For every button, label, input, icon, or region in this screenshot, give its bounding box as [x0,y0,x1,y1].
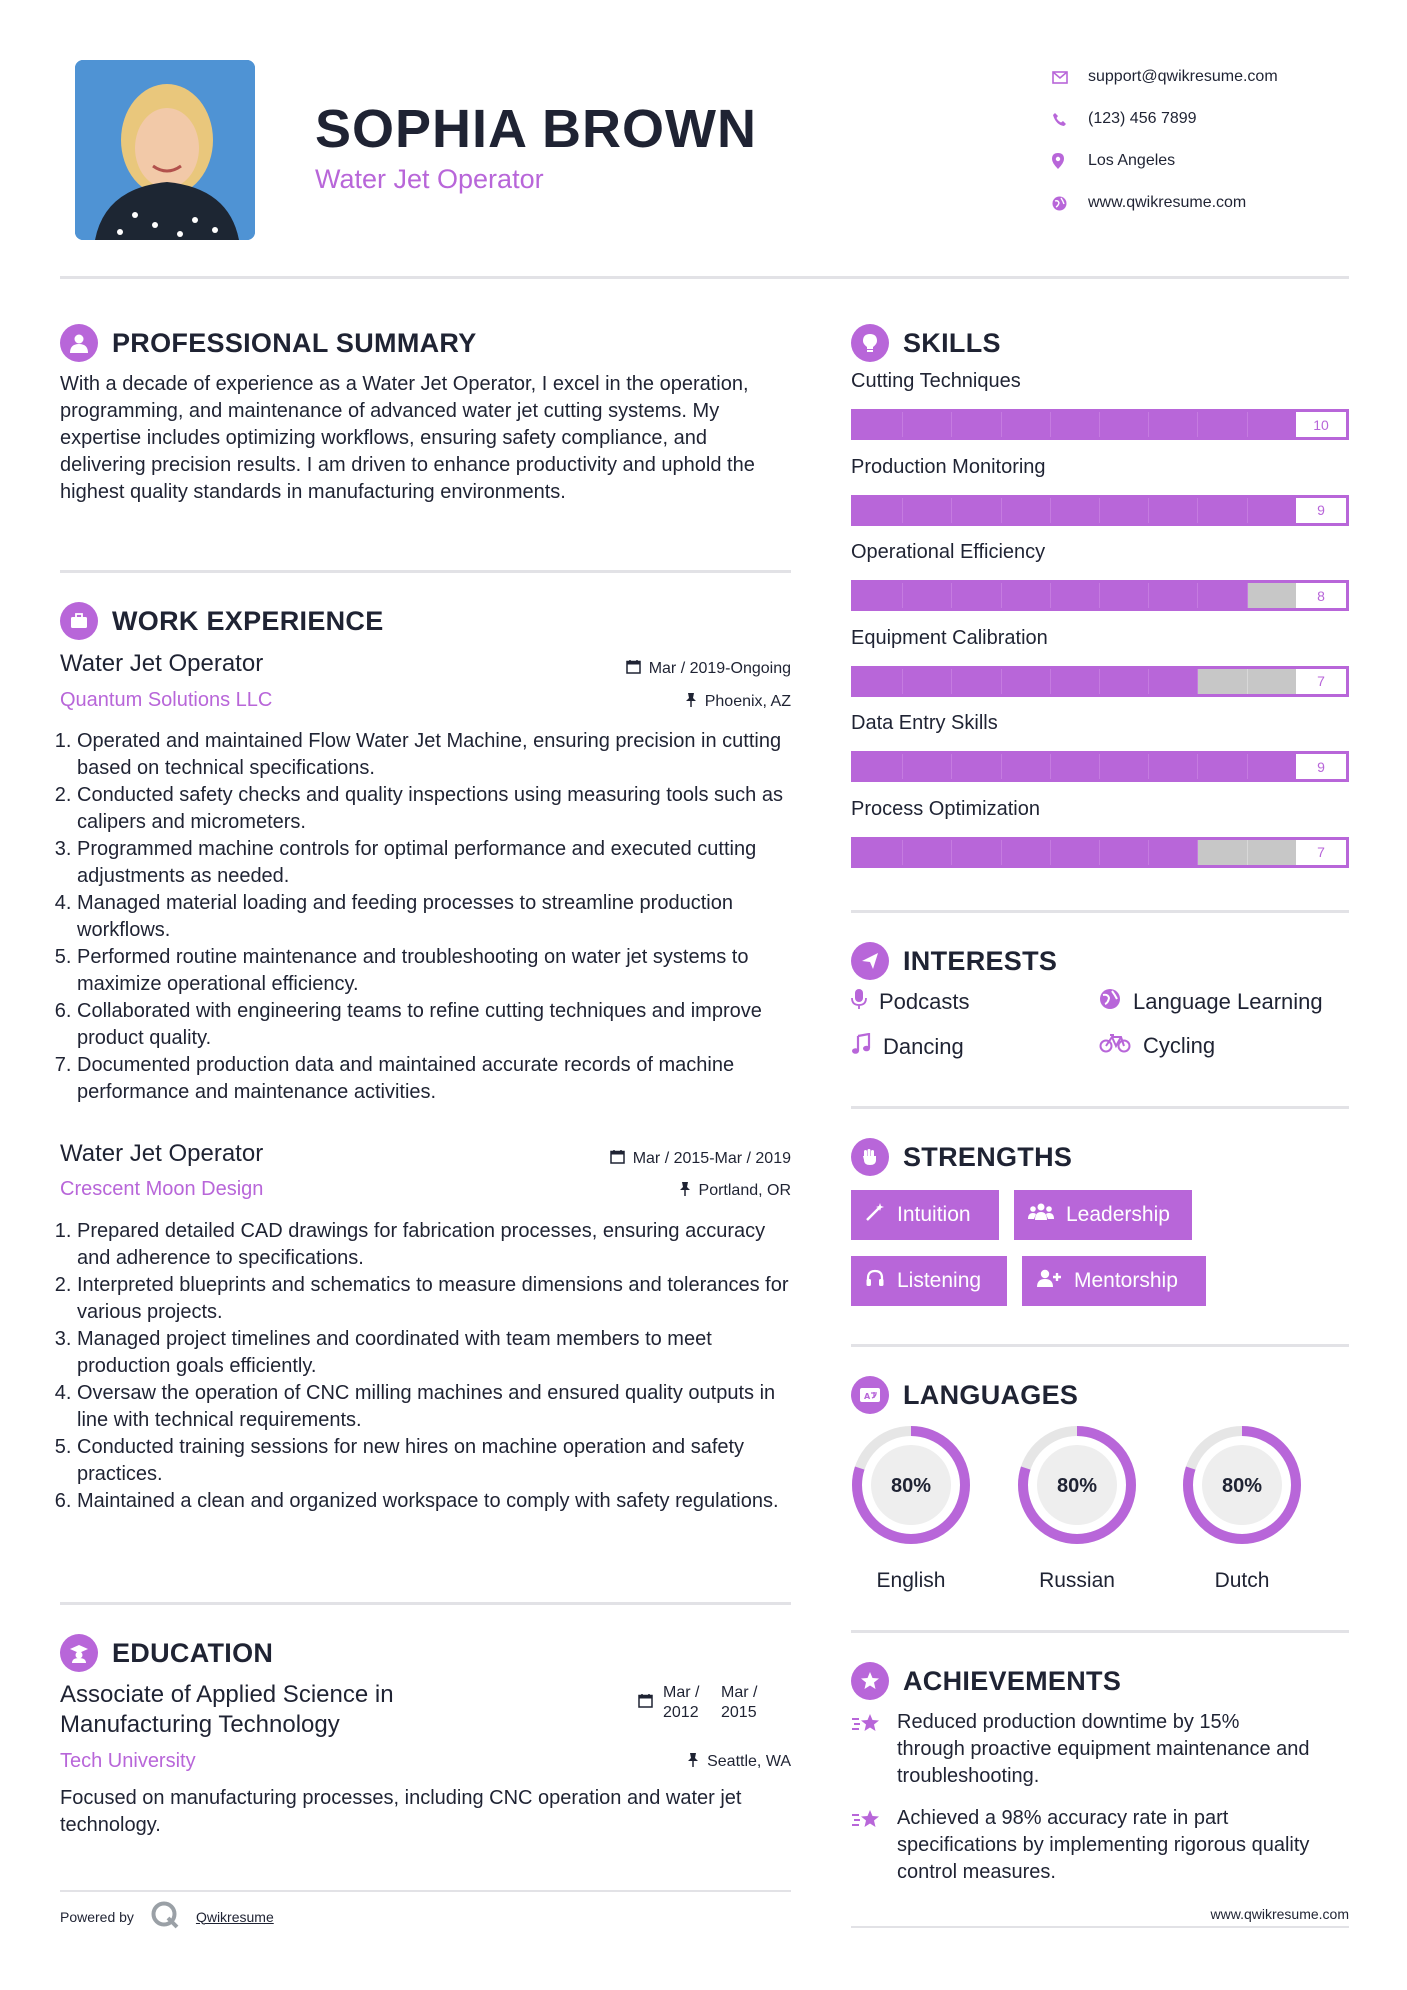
fist-icon [851,1138,889,1176]
award-icon [851,1662,889,1700]
skill-level-segment [1100,412,1149,437]
skill-level-bar [851,666,1349,697]
language-percent: 80% [1221,1475,1263,1497]
skill-level-segment [1248,412,1297,437]
qwikresume-link[interactable]: Qwikresume [195,1908,274,1925]
duty-item: 4. Managed material loading and feeding processes to streamline production workflows. [77,890,802,944]
skill-item [851,541,1349,611]
job-company: Crescent Moon Design [60,1178,264,1200]
header-divider [60,276,1349,279]
skill-level-bar [851,409,1349,440]
skills-divider [851,910,1349,913]
education-heading [60,1634,273,1672]
skill-item [851,798,1349,868]
skill-level-segment [1248,498,1297,523]
contact-email[interactable] [1050,56,1278,98]
strengths-heading [851,1138,1072,1176]
interests-title: INTERESTS [903,945,1058,976]
experience-title: WORK EXPERIENCE [112,605,384,636]
job-title: Water Jet Operator [60,650,264,677]
skill-level-segment [1100,498,1149,523]
profile-photo [75,60,255,240]
duty-item: 1. Operated and maintained Flow Water Jet Machine, ensuring precision in cutting based on technical specifications. [77,728,802,782]
skill-name: Production Monitoring [851,455,1046,478]
summary-text: With a decade of experience as a Water Jet Operator, I excel in the operation, programming, and maintenance of advanced water jet cutting systems. My expertise includes optimizing workflows, ensuring safety compliance, and delivering precision results. I am driven to enhance productivity and uphold the highest quality standards in manufacturing environments. [60,373,755,503]
education-location [687,1752,791,1772]
school-name: Tech University [60,1750,196,1772]
skill-level-segment [854,498,903,523]
skill-level-segment [1051,583,1100,608]
footer-divider-right [851,1926,1349,1928]
education-title: EDUCATION [112,1637,274,1668]
job-title: Water Jet Operator [60,1140,264,1167]
skill-level-segment [1051,412,1100,437]
skill-level-segment [854,412,903,437]
footer-powered-by [60,1900,274,1933]
skill-level-segment [903,412,952,437]
duty-item: 3. Managed project timelines and coordinated with team members to meet production goals efficiently. [77,1326,802,1380]
skill-level-segment [1149,669,1198,694]
strength-leadership [1014,1190,1192,1240]
contact-website-text: www.qwikresume.com [1088,194,1247,211]
language-name: Dutch [1214,1569,1270,1592]
skill-name: Equipment Calibration [851,626,1048,649]
skills-title: SKILLS [903,327,1001,358]
shooting-star-icon [851,1709,883,1790]
job-location-text: Portland, OR [698,1182,791,1199]
language-percent: 80% [1056,1475,1098,1497]
job-date [610,1149,791,1169]
contact-location-text: Los Angeles [1088,152,1176,169]
skill-level-segment [903,498,952,523]
globe-icon [1099,988,1121,1016]
language-percent: 80% [890,1475,932,1497]
interest-dancing [851,1033,964,1061]
job-duties [57,728,802,1106]
phone-icon [1050,112,1088,127]
skill-level-bar [851,580,1349,611]
duty-item: 3. Programmed machine controls for optimal performance and executed cutting adjustments as needed. [77,836,802,890]
education-date [638,1683,769,1723]
job-location-text: Phoenix, AZ [704,693,791,710]
skill-level-segment [903,840,952,865]
skill-level-segment [1051,840,1100,865]
skill-level-segment [1198,412,1247,437]
footer-divider-left [60,1890,791,1892]
skill-level-number: 9 [1296,754,1346,779]
job-duties [57,1218,802,1515]
duty-item: 7. Documented production data and maintained accurate records of machine performance and maintenance activities. [77,1052,802,1106]
strength-label: Intuition [897,1203,971,1226]
skill-level-segment [1149,840,1198,865]
strength-label: Leadership [1066,1203,1170,1226]
education-date-end: Mar / 2015 [721,1684,758,1721]
duty-item: 2. Interpreted blueprints and schematics to measure dimensions and tolerances for various projects. [77,1272,802,1326]
duty-item: 6. Maintained a clean and organized workspace to comply with safety regulations. [77,1488,802,1515]
skill-level-segment [854,583,903,608]
skill-level-segment [1248,583,1297,608]
achievements-heading [851,1662,1121,1700]
strength-label: Listening [897,1269,982,1292]
skill-level-segment [1002,840,1051,865]
summary-heading [60,324,477,362]
skill-level-number: 10 [1296,412,1346,437]
skill-level-segment [1149,583,1198,608]
achievement-item [851,1709,1311,1790]
skill-level-segment [1051,754,1100,779]
language-ring [850,1424,972,1546]
user-icon [60,324,98,362]
skill-level-bar [851,495,1349,526]
interest-cycling [1099,1033,1215,1059]
skill-level-segment [1002,669,1051,694]
pushpin-icon [679,1181,691,1201]
paper-plane-icon [851,942,889,980]
interest-language-learning [1099,988,1323,1016]
skill-level-segment [952,669,1001,694]
microphone-icon [851,988,867,1016]
skill-level-segment [1051,669,1100,694]
duty-item: 5. Conducted training sessions for new hires on machine operation and safety practices. [77,1434,802,1488]
envelope-icon [1050,71,1088,84]
skill-level-segment [903,583,952,608]
duty-item: 5. Performed routine maintenance and troubleshooting on water jet systems to maximize operational efficiency. [77,944,802,998]
candidate-name: SOPHIA BROWN [315,99,757,159]
bicycle-icon [1099,1033,1131,1059]
skill-level-number: 9 [1296,498,1346,523]
skill-level-segment [1002,583,1051,608]
qwikresume-logo-icon [150,1900,180,1933]
strengths-title: STRENGTHS [903,1141,1073,1172]
candidate-title: Water Jet Operator [315,164,544,194]
language-russian [1016,1424,1138,1593]
skill-level-segment [1002,754,1051,779]
map-pin-icon [1050,153,1088,169]
job-location [679,1181,791,1201]
calendar-icon [638,1683,653,1713]
contact-email-text: support@qwikresume.com [1088,68,1278,85]
achievement-text: Achieved a 98% accuracy rate in part specifications by implementing rigorous quality control measures. [897,1807,1310,1883]
skill-level-segment [1149,498,1198,523]
job-date-text: Mar / 2015-Mar / 2019 [632,1150,791,1167]
skill-level-number: 8 [1296,583,1346,608]
skill-level-segment [1002,498,1051,523]
skill-level-segment [1100,840,1149,865]
language-name: Russian [1039,1569,1115,1592]
degree-title: Associate of Applied Science in Manufacturing Technology [60,1681,394,1738]
lightbulb-icon [851,324,889,362]
education-text: Focused on manufacturing processes, including CNC operation and water jet technology. [60,1787,742,1836]
skill-level-segment [952,583,1001,608]
skill-item [851,712,1349,782]
interests-heading [851,942,1057,980]
shooting-star-icon [851,1805,883,1886]
skill-level-bar [851,751,1349,782]
skill-level-segment [1248,840,1297,865]
strength-mentorship [1022,1256,1206,1306]
interests-divider [851,1106,1349,1109]
interest-label: Cycling [1143,1033,1216,1058]
group-icon [1028,1202,1054,1228]
skill-level-segment [1149,412,1198,437]
experience-divider [60,1602,791,1605]
skill-level-segment [1198,669,1247,694]
skill-level-segment [1002,412,1051,437]
skill-level-segment [1198,754,1247,779]
skill-level-segment [854,669,903,694]
skill-level-segment [903,754,952,779]
strengths-divider [851,1344,1349,1347]
interest-label: Dancing [883,1034,964,1059]
education-location-text: Seattle, WA [707,1753,791,1770]
skill-level-segment [1100,669,1149,694]
duty-item: 2. Conducted safety checks and quality inspections using measuring tools such as calipers and micrometers. [77,782,802,836]
svg-text:A: A [864,1392,871,1401]
interest-label: Language Learning [1133,989,1323,1014]
pushpin-icon [685,692,697,712]
education-date-start: Mar / 2012 [663,1684,700,1721]
headphones-icon [865,1268,885,1294]
duty-item: 1. Prepared detailed CAD drawings for fabrication processes, ensuring accuracy and adherence to specifications. [77,1218,802,1272]
skill-level-segment [952,754,1001,779]
job-date [626,659,791,679]
contact-location [1050,140,1278,182]
interest-label: Podcasts [879,989,970,1014]
job-company: Quantum Solutions LLC [60,689,273,711]
skill-level-segment [903,669,952,694]
contact-phone-text: (123) 456 7899 [1088,110,1197,127]
magic-wand-icon [865,1202,885,1228]
skill-level-segment [952,412,1001,437]
language-name: English [876,1569,946,1592]
footer-website[interactable]: www.qwikresume.com [1210,1906,1349,1922]
experience-heading [60,602,384,640]
skill-level-bar [851,837,1349,868]
skill-level-segment [854,840,903,865]
briefcase-icon [60,602,98,640]
language-card-icon [851,1376,889,1414]
skill-level-number: 7 [1296,669,1346,694]
skill-level-segment [854,754,903,779]
user-plus-icon [1036,1268,1062,1294]
skill-level-segment [952,498,1001,523]
strength-listening [851,1256,1007,1306]
job-location [685,692,791,712]
language-ring [1016,1424,1138,1546]
duty-item: 6. Collaborated with engineering teams to refine cutting techniques and improve product quality. [77,998,802,1052]
globe-icon [1050,196,1088,211]
skill-level-segment [1198,498,1247,523]
summary-title: PROFESSIONAL SUMMARY [112,327,477,358]
contact-phone[interactable] [1050,98,1278,140]
pushpin-icon [687,1752,699,1772]
graduate-icon [60,1634,98,1672]
skill-name: Operational Efficiency [851,541,1046,563]
skill-name: Data Entry Skills [851,712,998,734]
skill-level-segment [1248,669,1297,694]
skill-level-number: 7 [1296,840,1346,865]
contact-website[interactable] [1050,182,1278,224]
skill-level-segment [1100,754,1149,779]
language-dutch [1181,1424,1303,1593]
skill-level-segment [1100,583,1149,608]
skill-level-segment [1198,840,1247,865]
interest-podcasts [851,988,970,1016]
skill-item [851,456,1349,526]
languages-divider [851,1630,1349,1633]
skill-level-segment [1198,583,1247,608]
music-note-icon [851,1033,871,1061]
skill-level-segment [1051,498,1100,523]
contact-list [1050,56,1278,224]
skill-item [851,627,1349,697]
language-ring [1181,1424,1303,1546]
summary-divider [60,570,791,573]
achievement-item [851,1805,1311,1886]
strength-intuition [851,1190,999,1240]
job-date-text: Mar / 2019-Ongoing [648,660,791,677]
skill-name: Cutting Techniques [851,370,1021,392]
language-english [850,1424,972,1593]
skills-heading [851,324,1001,362]
duty-item: 4. Oversaw the operation of CNC milling machines and ensured quality outputs in line with technical requirements. [77,1380,802,1434]
skill-level-segment [1149,754,1198,779]
achievements-title: ACHIEVEMENTS [903,1665,1122,1696]
powered-by-text: Powered by [60,1908,134,1925]
languages-heading [851,1376,1078,1414]
strength-label: Mentorship [1074,1269,1178,1292]
skill-level-segment [1248,754,1297,779]
skill-level-segment [952,840,1001,865]
achievement-text: Reduced production downtime by 15% through proactive equipment maintenance and troubleshooting. [897,1711,1310,1787]
calendar-icon [610,1149,625,1169]
languages-title: LANGUAGES [903,1379,1079,1410]
skill-item [851,370,1349,440]
calendar-icon [626,659,641,679]
skill-name: Process Optimization [851,797,1040,820]
